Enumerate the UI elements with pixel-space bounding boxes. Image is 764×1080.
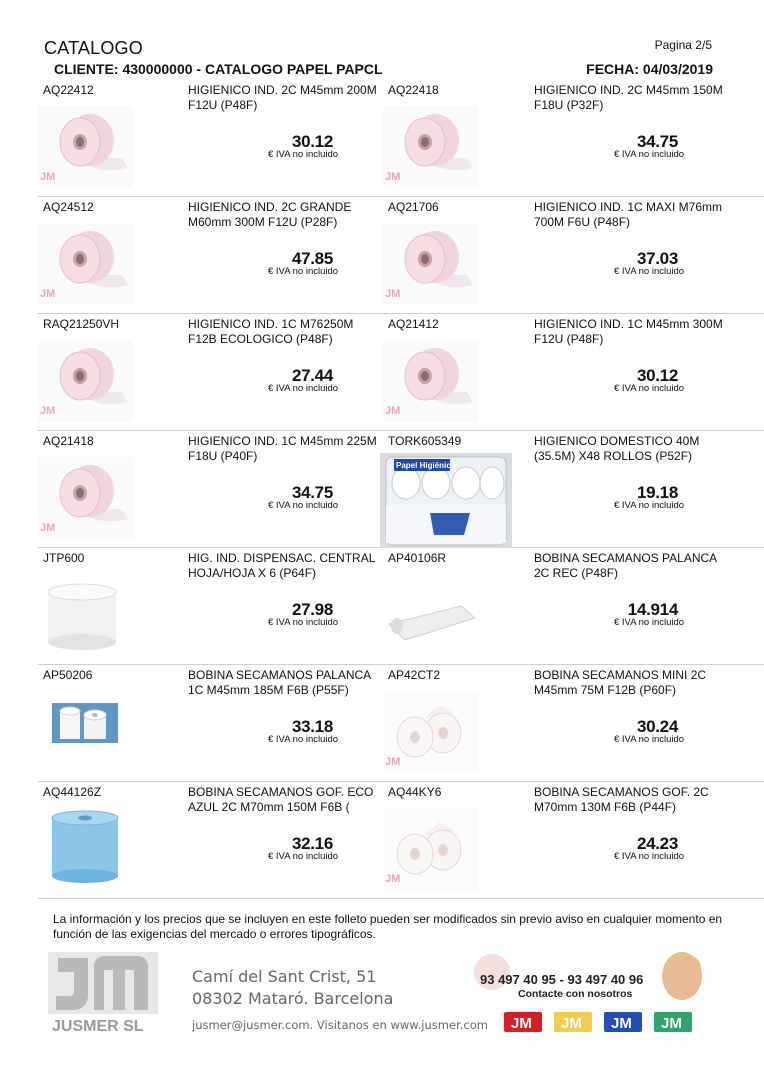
product-description: HIGIENICO IND. 2C GRANDE M60mm 300M F12U (P28F) [188,200,352,229]
product-card[interactable] [38,782,383,899]
svg-text:JM: JM [561,1015,582,1032]
svg-text:JM: JM [385,288,401,300]
svg-text:JM: JM [40,405,56,417]
product-price: 34.75 [636,132,678,151]
iva-note: € IVA no incluido [614,851,685,862]
product-price: 24.23 [636,834,678,853]
date-line: FECHA: 04/03/2019 [586,61,713,77]
product-description: HIGIENICO IND. 2C M45mm 150M F18U (P32F) [534,83,723,112]
product-card[interactable] [38,431,383,548]
product-description: HIG. IND. DISPENSAC. CENTRAL HOJA/HOJA X 6 (P64F) [188,551,375,580]
phone-numbers[interactable]: 93 497 40 95 - 93 497 40 96 [480,972,644,987]
svg-text:JM: JM [385,171,401,183]
product-card[interactable] [38,80,383,197]
product-description: BOBINA SECAMANOS MINI 2C M45mm 75M F12B (P60F) [534,668,707,697]
product-price: 27.44 [291,366,333,385]
product-description: HIGIENICO IND. 1C M45mm 300M F12U (P48F) [534,317,723,346]
iva-note: € IVA no incluido [614,149,685,160]
svg-text:JM: JM [611,1015,632,1032]
address-contact[interactable]: jusmer@jusmer.com. Visitanos en www.jusmer.com [192,1018,488,1032]
iva-note: € IVA no incluido [268,617,339,628]
product-price: 34.75 [291,483,333,502]
product-description: HIGIENICO IND. 1C MAXI M76mm 700M F6U (P48F) [534,200,723,229]
product-price: 14.914 [627,600,678,619]
product-price: 30.12 [636,366,678,385]
product-price: 27.98 [291,600,333,619]
product-price: 19.18 [636,483,678,502]
product-price: 33.18 [291,717,333,736]
product-card[interactable] [383,197,764,314]
product-card[interactable] [383,782,764,899]
company-name: JUSMER SL [52,1018,144,1035]
iva-note: € IVA no incluido [614,734,685,745]
product-description: HIGIENICO IND. 2C M45mm 200M F12U (P48F) [188,83,377,112]
company-address [192,966,488,1032]
product-description: BOBINA SECAMANOS GOF. 2C M70mm 130M F6B (P44F) [534,785,709,814]
product-code: AQ21706 [388,200,439,214]
iva-note: € IVA no incluido [268,851,339,862]
product-description: HIGIENICO IND. 1C M76250M F12B ECOLOGICO (P48F) [188,317,354,346]
product-description: HIGIENICO IND. 1C M45mm 225M F18U (P40F) [188,434,377,463]
iva-note: € IVA no incluido [268,500,339,511]
product-code: AP50206 [43,668,93,682]
product-code: AP42CT2 [388,668,441,682]
svg-text:JM: JM [661,1015,682,1032]
iva-note: € IVA no incluido [268,734,339,745]
address-street: Camí del Sant Crist, 51 [192,967,377,986]
product-description: BOBINA SECAMANOS PALANCA 1C M45mm 185M F6B (P55F) [188,668,371,697]
svg-text:JM: JM [511,1015,532,1032]
disclaimer-note: La información y los precios que se incluyen en este folleto pueden ser modificados sin previo aviso en cualquier momento en función de las exigencias del mercado o errores tipográficos. [53,912,723,941]
product-card[interactable] [383,665,764,782]
jm-color-logos-icon [504,1012,692,1032]
product-code: AQ22418 [388,83,439,97]
svg-text:JM: JM [40,171,56,183]
client-line: CLIENTE: 430000000 - CATALOGO PAPEL PAPCL [54,61,383,77]
page-number: Pagina 2/5 [654,38,712,52]
product-card[interactable] [383,314,764,431]
product-card[interactable] [38,548,383,665]
catalog-title: CATALOGO [44,38,143,58]
iva-note: € IVA no incluido [268,266,339,277]
product-card[interactable] [38,665,383,782]
product-code: AQ21412 [388,317,439,331]
iva-note: € IVA no incluido [268,383,339,394]
product-card[interactable] [383,548,764,665]
product-price: 47.85 [291,249,333,268]
product-price: 37.03 [636,249,678,268]
product-grid [38,80,764,899]
product-description: BOBINA SECAMANOS GOF. ECO AZUL 2C M70mm 150M F6B ( [188,785,374,814]
iva-note: € IVA no incluido [614,266,685,277]
address-city: 08302 Mataró. Barcelona [192,989,394,1008]
product-code: TORK605349 [388,434,462,448]
product-code: AQ44KY6 [388,785,442,799]
product-price: 32.16 [291,834,333,853]
product-code: RAQ21250VH [43,317,120,331]
product-code: AQ21418 [43,434,94,448]
svg-text:JM: JM [385,405,401,417]
product-card[interactable] [38,197,383,314]
product-code: AQ44126Z [43,785,102,799]
product-card[interactable] [383,431,764,548]
contact-label: Contacte con nosotros [518,988,633,1000]
product-price: 30.24 [636,717,678,736]
iva-note: € IVA no incluido [614,383,685,394]
product-code: AQ22412 [43,83,94,97]
product-description: BOBINA SECAMANOS PALANCA 2C REC (P48F) [534,551,717,580]
iva-note: € IVA no incluido [268,149,339,160]
jusmer-logo [46,950,161,1036]
product-code: AQ24512 [43,200,94,214]
product-code: AP40106R [388,551,447,565]
product-card[interactable] [383,80,764,197]
iva-note: € IVA no incluido [614,617,685,628]
iva-note: € IVA no incluido [614,500,685,511]
phone-block [480,972,643,1000]
product-description: HIGIENICO DOMESTICO 40M (35.5M) X48 ROLLOS (P52F) [534,434,700,463]
product-code: JTP600 [43,551,85,565]
svg-text:JM: JM [40,288,56,300]
svg-text:JM: JM [40,522,56,534]
svg-text:JM: JM [385,873,401,885]
svg-text:JM: JM [385,756,401,768]
product-price: 30.12 [291,132,333,151]
product-card[interactable] [38,314,383,431]
svg-text:Papel Higiénico: Papel Higiénico [396,461,456,470]
